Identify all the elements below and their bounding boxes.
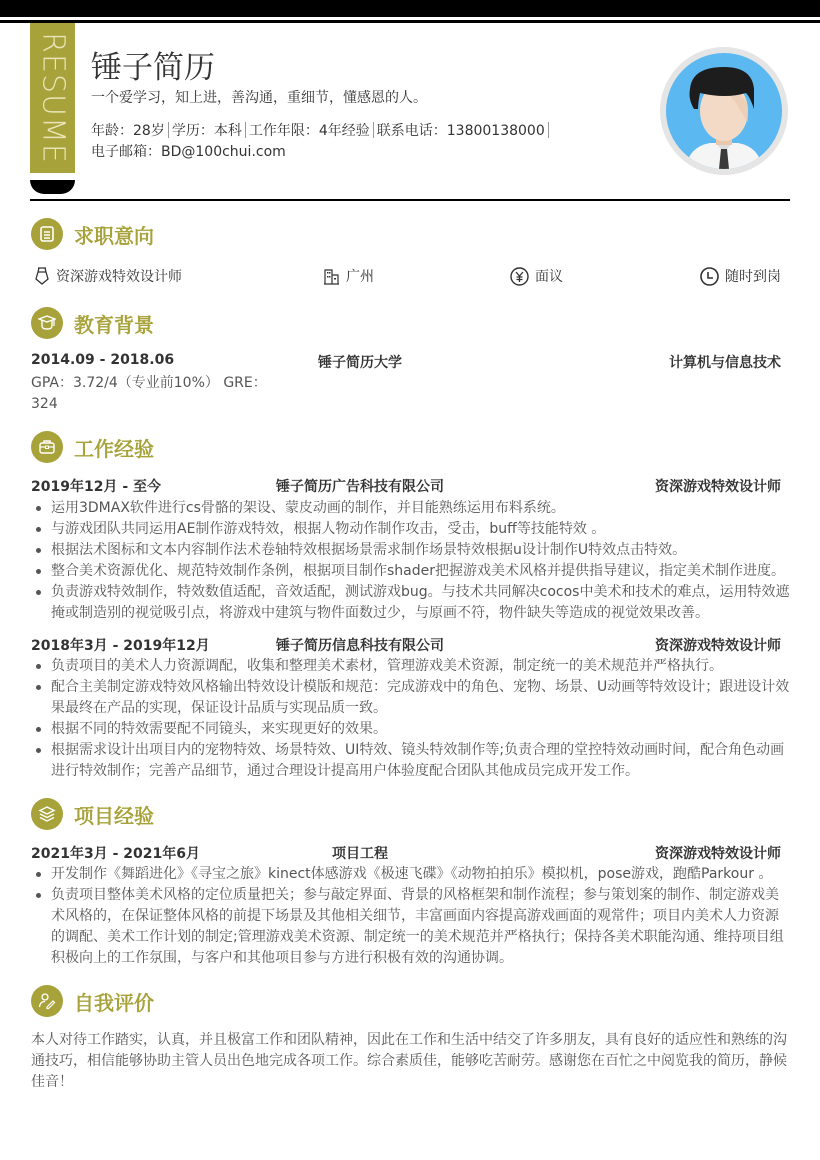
education-gre: 324 — [31, 396, 58, 412]
resume-tag — [30, 23, 75, 173]
job-row — [31, 635, 781, 655]
resume-tag-label: RESUME — [35, 32, 70, 164]
job-row — [31, 476, 781, 496]
job-duties — [31, 656, 791, 782]
job-position: 资深游戏特效设计师 — [655, 638, 781, 654]
section-title: 项目经验 — [74, 803, 154, 828]
job-period: 2019年12月 - 至今 — [31, 479, 162, 495]
info-experience: 工作年限：4年经验 — [248, 123, 370, 139]
section-title: 工作经验 — [74, 436, 154, 461]
briefcase-icon — [31, 431, 63, 463]
resume-tag-cap — [30, 180, 75, 194]
building-icon — [323, 268, 340, 285]
intent-availability — [700, 266, 781, 286]
job-period: 2018年3月 - 2019年12月 — [31, 638, 210, 654]
avatar — [660, 47, 788, 175]
intent-position — [34, 266, 182, 286]
job-position: 资深游戏特效设计师 — [655, 479, 781, 495]
list-item: 负责项目的美术人力资源调配，收集和整理美术素材，管理游戏美术资源，制定统一的美术规范并严格执行。 — [31, 656, 791, 677]
divider — [245, 122, 246, 138]
list-item: 根据需求设计出项目内的宠物特效、场景特效、UI特效、镜头特效制作等;负责合理的堂控特效动画时间，配合角色动画进行特效制作；完善产品细节，通过合理设计提高用户体验度配合团队其他成员完成开发工作。 — [31, 740, 791, 782]
yen-icon — [510, 267, 529, 286]
list-item: 负责游戏特效制作，特效数值适配，音效适配，测试游戏bug。与技术共同解决cocos中美术和技术的难点，运用特效遮掩或制造别的视觉吸引点，将游戏中建筑与物件面数过少，与原画不符，物件缺失等造成的视觉效果改善。 — [31, 582, 791, 624]
candidate-motto: 一个爱学习，知上进，善沟通，重细节，懂感恩的人。 — [91, 90, 427, 106]
top-rule — [0, 20, 820, 23]
clipboard-icon — [31, 218, 63, 250]
info-education: 学历：本科 — [171, 123, 242, 139]
tie-icon — [34, 267, 50, 285]
info-phone: 联系电话：13800138000 — [376, 123, 545, 139]
section-header-education — [31, 306, 154, 340]
section-header-self — [31, 984, 154, 1018]
education-row — [31, 352, 781, 372]
education-major: 计算机与信息技术 — [669, 355, 781, 371]
list-item: 整合美术资源优化、规范特效制作条例，根据项目制作shader把握游戏美术风格并提供指导建议，指定美术制作进度。 — [31, 561, 791, 582]
basic-info — [91, 120, 552, 140]
section-header-intent — [31, 217, 154, 251]
job-duties — [31, 498, 791, 624]
section-header-work — [31, 430, 154, 464]
education-gpa: GPA：3.72/4（专业前10%） GRE： — [31, 375, 267, 391]
self-evaluation-text: 本人对待工作踏实，认真，并且极富工作和团队精神，因此在工作和生活中结交了许多朋友，具有良好的适应性和熟练的沟通技巧，相信能够协助主管人员出色地完成各项工作。综合素质佳，能够吃苦耐劳。感谢您在百忙之中阅览我的简历，静候佳音！ — [31, 1032, 787, 1090]
list-item: 配合主美制定游戏特效风格输出特效设计模版和规范：完成游戏中的角色、宠物、场景、U动画等特效设计；跟进设计效果最终在产品的实现，保证设计品质与实现品质一致。 — [31, 677, 791, 719]
list-item: 运用3DMAX软件进行cs骨骼的架设、蒙皮动画的制作，并目能熟练运用布料系统。 — [31, 498, 791, 519]
avatar-person-icon — [666, 53, 782, 169]
intent-position-label: 资深游戏特效设计师 — [56, 269, 182, 285]
section-title: 求职意向 — [74, 223, 154, 248]
divider — [548, 122, 549, 138]
project-row — [31, 843, 781, 863]
section-title: 自我评价 — [74, 990, 154, 1015]
intent-city-label: 广州 — [346, 269, 374, 285]
project-period: 2021年3月 - 2021年6月 — [31, 846, 200, 862]
graduation-cap-icon — [31, 307, 63, 339]
info-email: 电子邮箱：BD@100chui.com — [91, 144, 286, 160]
job-company: 锤子简历信息科技有限公司 — [276, 638, 444, 654]
divider — [373, 122, 374, 138]
top-bar — [0, 0, 820, 17]
section-title: 教育背景 — [74, 312, 154, 337]
education-detail — [31, 373, 267, 415]
candidate-name: 锤子简历 — [91, 50, 215, 86]
project-role: 资深游戏特效设计师 — [655, 846, 781, 862]
intent-salary-label: 面议 — [535, 269, 563, 285]
intent-salary — [510, 266, 563, 286]
layers-icon — [31, 798, 63, 830]
list-item: 与游戏团队共同运用AE制作游戏特效，根据人物动作制作攻击，受击，buff等技能特效 。 — [31, 519, 791, 540]
divider — [168, 122, 169, 138]
header-divider — [30, 199, 790, 201]
user-edit-icon — [31, 985, 63, 1017]
list-item: 负责项目整体美术风格的定位质量把关；参与敲定界面、背景的风格框架和制作流程；参与策划案的制作、制定游戏美术风格的，在保证整体风格的前提下场景及其他相关细节，丰富画面内容提高游戏画面的观常件；项目内美术人力资源的调配、美术工作计划的制定;管理游戏美术资源、制定统一的美术规范并严格执行；保持各美术职能沟通、维持项目组积极向上的工作氛围，与客户和其他项目参与方进行积极有效的沟通协调。 — [31, 885, 791, 969]
intent-city — [323, 266, 374, 286]
education-school: 锤子简历大学 — [318, 355, 402, 371]
job-company: 锤子简历广告科技有限公司 — [276, 479, 444, 495]
intent-availability-label: 随时到岗 — [725, 269, 781, 285]
list-item: 根据不同的特效需要配不同镜头，来实现更好的效果。 — [31, 719, 791, 740]
job-intent-row — [31, 266, 791, 286]
list-item: 开发制作《舞蹈进化》《寻宝之旅》kinect体感游戏《极速飞碟》《动物拍拍乐》模拟机，pose游戏，跑酷Parkour 。 — [31, 864, 791, 885]
info-age: 年龄：28岁 — [91, 123, 165, 139]
project-duties — [31, 864, 791, 969]
clock-icon — [700, 267, 719, 286]
section-header-project — [31, 797, 154, 831]
education-period: 2014.09 - 2018.06 — [31, 352, 175, 368]
list-item: 根据法术图标和文本内容制作法术卷轴特效根据场景需求制作场景特效根据u设计制作U特效点击特效。 — [31, 540, 791, 561]
project-name: 项目工程 — [332, 846, 388, 862]
